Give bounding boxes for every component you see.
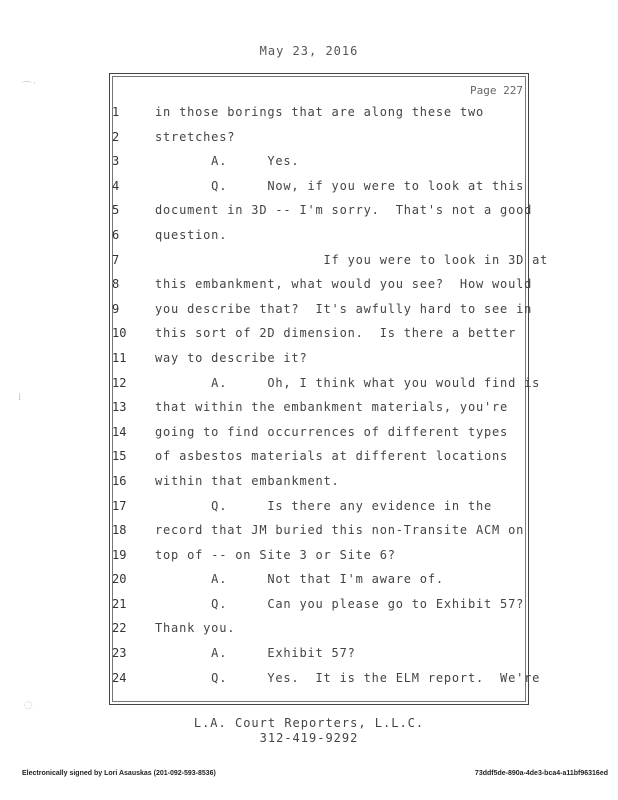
line-text: A. Oh, I think what you would find is [155,375,541,390]
transcript-line [112,101,522,126]
line-number: 20 [112,572,127,587]
transcript-line [112,298,533,323]
transcript-date: May 23, 2016 [259,44,359,58]
line-text: going to find occurrences of different types [155,424,509,439]
transcript-line [112,126,522,151]
line-number: 1 [112,105,120,119]
line-number: 16 [112,473,127,488]
transcript-line [112,322,522,347]
transcript-line [112,199,533,224]
scan-mark-left: ⁞ [18,392,22,403]
line-number: 10 [112,326,127,341]
line-number: 11 [112,350,127,365]
line-number: 7 [112,252,120,267]
transcript-line [112,667,541,692]
line-text: Q. Is there any evidence in the [155,498,493,513]
line-text: question. [155,227,228,242]
line-text: this embankment, what would you see? How would [155,277,533,292]
line-number: 2 [112,129,120,144]
line-text: A. Exhibit 57? [155,646,356,661]
line-text: way to describe it? [155,350,308,365]
line-number: 8 [112,277,120,292]
line-number: 12 [112,375,127,390]
transcript-line [112,593,525,618]
line-number: 14 [112,424,127,439]
line-text: Q. Yes. It is the ELM report. We're [155,670,541,685]
document-hash: 73ddf5de-890a-4de3-bca4-a11bf96316ed [474,770,608,777]
line-text: document in 3D -- I'm sorry. That's not a good [155,203,533,218]
line-text: top of -- on Site 3 or Site 6? [155,547,396,562]
line-number: 18 [112,523,127,538]
footer-company: L.A. Court Reporters, L.L.C. [193,716,425,730]
transcript-line [112,224,522,249]
line-text: this sort of 2D dimension. Is there a better [155,326,517,341]
transcript-line [112,470,522,495]
line-text: stretches? [155,129,236,144]
line-text: that within the embankment materials, you're [155,400,509,415]
transcript-line [112,372,541,397]
line-text: record that JM buried this non-Transite ACM on [155,523,525,538]
line-text: A. Yes. [155,154,300,169]
line-number: 23 [112,646,127,661]
scan-mark-top-left: ⌒˙ [22,82,37,93]
line-text: you describe that? It's awfully hard to see in [155,301,533,316]
line-number: 5 [112,203,120,218]
transcript-line [112,544,522,569]
transcript-line [112,249,549,274]
line-number: 3 [112,154,120,169]
line-text: of asbestos materials at different locations [155,449,509,464]
transcript-line [112,421,522,446]
line-number: 6 [112,227,120,242]
transcript-line [112,273,533,298]
transcript-line [112,445,522,470]
line-text: Q. Can you please go to Exhibit 57? [155,596,525,611]
transcript-line [112,519,525,544]
transcript-lines [112,101,549,691]
line-number: 4 [112,178,120,193]
line-number: 9 [112,301,120,316]
line-text: Q. Now, if you were to look at this [155,178,525,193]
line-number: 24 [112,670,127,685]
line-number: 17 [112,498,127,513]
line-text: A. Not that I'm aware of. [155,572,444,587]
transcript-line [112,396,522,421]
line-number: 13 [112,400,127,415]
transcript-line [112,568,522,593]
line-text: If you were to look in 3D at [155,252,549,267]
page-number: Page 227 [470,84,523,97]
line-number: 19 [112,547,127,562]
line-number: 22 [112,621,127,636]
line-number: 21 [112,596,127,611]
transcript-line [112,495,522,520]
transcript-line [112,347,522,372]
transcript-line [112,150,522,175]
electronic-signature: Electronically signed by Lori Asauskas (201-092-593-8536) [22,770,216,777]
footer-phone: 312-419-9292 [259,731,359,745]
transcript-line [112,642,522,667]
scan-mark-bottom-left: ◌ [24,700,33,711]
transcript-line [112,617,522,642]
transcript-line [112,175,525,200]
line-number: 15 [112,449,127,464]
line-text: in those borings that are along these two [155,105,485,119]
line-text: within that embankment. [155,473,340,488]
line-text: Thank you. [155,621,236,636]
